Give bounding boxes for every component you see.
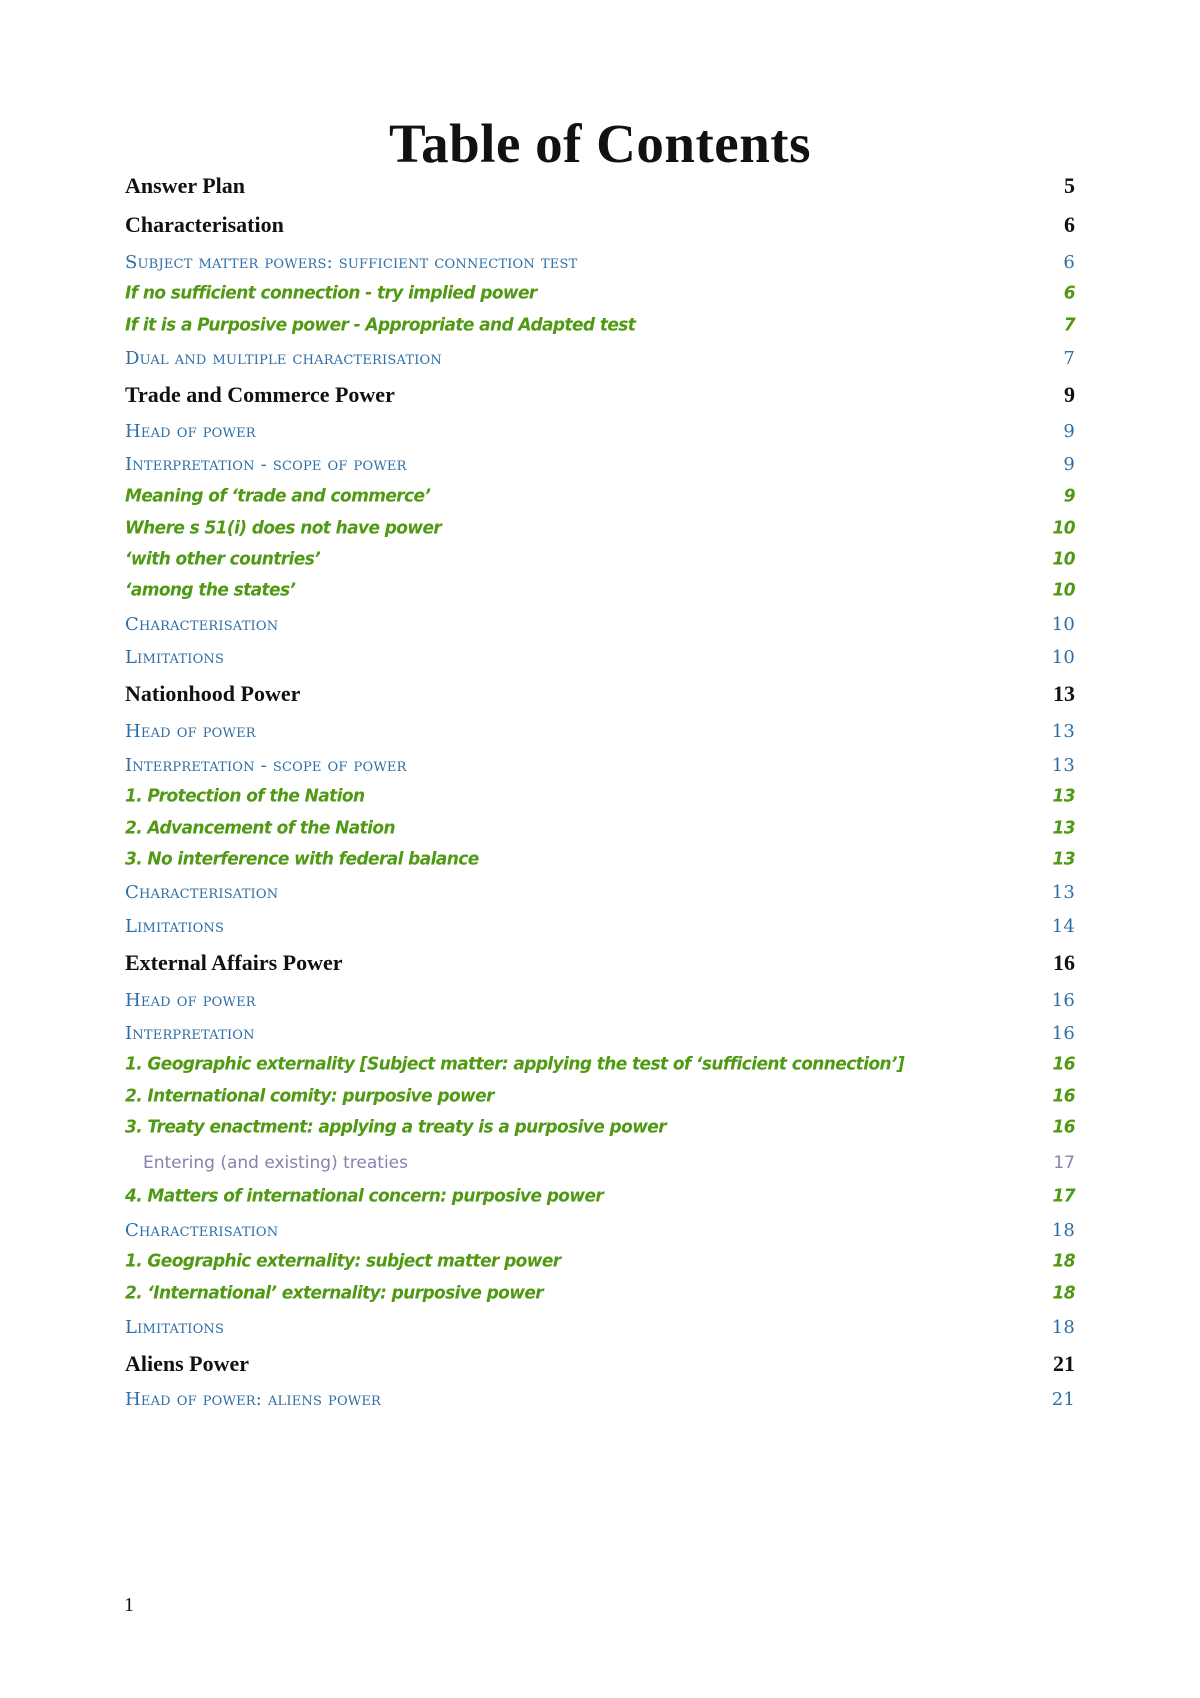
toc-entry-page-number: 13 [1051, 881, 1075, 903]
toc-entry[interactable] [125, 171, 1075, 201]
toc-entry[interactable] [125, 1080, 1075, 1112]
toc-entry[interactable] [125, 343, 1075, 373]
toc-entry-page-number: 7 [1063, 347, 1075, 369]
toc-entry[interactable] [125, 780, 1075, 812]
toc-entry-page-number: 14 [1051, 915, 1075, 937]
toc-entry-page-number: 13 [1052, 848, 1075, 870]
toc-entry-label: Head of power [125, 420, 256, 442]
toc-entry-label: Head of power [125, 720, 256, 742]
toc-entry[interactable] [125, 948, 1075, 978]
toc-entry[interactable] [125, 609, 1075, 639]
toc-entry-page-number: 9 [1064, 382, 1075, 407]
toc-entry-page-number: 10 [1052, 579, 1075, 601]
toc-entry[interactable] [125, 1245, 1075, 1277]
toc-entry[interactable] [125, 210, 1075, 240]
toc-entry-label: Head of power: aliens power [125, 1388, 382, 1410]
toc-entry[interactable] [125, 309, 1075, 341]
toc-entry[interactable] [125, 1349, 1075, 1379]
toc-entry-label: If it is a Purposive power - Appropriate and Adapted test [125, 314, 636, 336]
toc-entry-label: 4. Matters of international concern: purposive power [125, 1185, 604, 1207]
toc-entry-label: Interpretation [125, 1022, 255, 1044]
toc-entry[interactable] [125, 247, 1075, 277]
toc-entry-label: Nationhood Power [125, 681, 301, 706]
toc-entry[interactable] [125, 543, 1075, 575]
toc-entry-page-number: 13 [1052, 785, 1075, 807]
toc-entry-label: Interpretation - scope of power [125, 754, 407, 776]
toc-entry[interactable] [125, 1148, 1075, 1178]
toc-entry[interactable] [125, 449, 1075, 479]
toc-entry-label: 2. International comity: purposive power [125, 1085, 494, 1107]
toc-entry-page-number: 7 [1063, 314, 1075, 336]
toc-entry[interactable] [125, 1018, 1075, 1048]
toc-entry[interactable] [125, 1215, 1075, 1245]
toc-entry[interactable] [125, 750, 1075, 780]
toc-entry-label: 1. Geographic externality: subject matter power [125, 1250, 561, 1272]
toc-entry-page-number: 16 [1052, 1053, 1075, 1075]
toc-entry-label: 2. ‘International’ externality: purposive power [125, 1282, 544, 1304]
toc-entry-label: Answer Plan [125, 173, 245, 198]
toc-entry-label: External Affairs Power [125, 950, 343, 975]
toc-entry[interactable] [125, 911, 1075, 941]
toc-entry-label: Limitations [125, 1316, 225, 1338]
toc-entry-page-number: 16 [1052, 1116, 1075, 1138]
toc-entry-page-number: 6 [1064, 212, 1075, 237]
toc-entry-label: Where s 51(i) does not have power [125, 517, 442, 539]
toc-entry-page-number: 16 [1051, 1022, 1075, 1044]
toc-entry-page-number: 17 [1053, 1153, 1075, 1173]
toc-entry-page-number: 5 [1064, 173, 1075, 198]
toc-entry[interactable] [125, 380, 1075, 410]
toc-entry-label: Trade and Commerce Power [125, 382, 395, 407]
toc-entry[interactable] [125, 1277, 1075, 1309]
toc-entry-label: Entering (and existing) treaties [143, 1153, 408, 1173]
toc-entry-label: 1. Protection of the Nation [125, 785, 365, 807]
toc-entry-page-number: 10 [1052, 517, 1075, 539]
toc-entry-page-number: 18 [1052, 1282, 1075, 1304]
toc-entry-label: 2. Advancement of the Nation [125, 817, 395, 839]
toc-entry[interactable] [125, 985, 1075, 1015]
toc-entry-label: If no sufficient connection - try implied power [125, 282, 537, 304]
toc-entry-page-number: 13 [1051, 754, 1075, 776]
toc-entry-page-number: 10 [1052, 548, 1075, 570]
toc-entry[interactable] [125, 812, 1075, 844]
toc-entry-label: Dual and multiple characterisation [125, 347, 442, 369]
toc-entry[interactable] [125, 679, 1075, 709]
toc-entry-label: Characterisation [125, 212, 284, 237]
toc-entry-label: 1. Geographic externality [Subject matter: applying the test of ‘sufficient connection’] [125, 1053, 905, 1075]
page-number: 1 [124, 1594, 134, 1616]
toc-entry-page-number: 6 [1063, 251, 1075, 273]
toc-entry[interactable] [125, 277, 1075, 309]
toc-entry[interactable] [125, 1180, 1075, 1212]
toc-entry-label: Limitations [125, 915, 225, 937]
toc-entry-label: Characterisation [125, 881, 279, 903]
toc-entry[interactable] [125, 480, 1075, 512]
toc-entry-page-number: 18 [1051, 1316, 1075, 1338]
toc-entry[interactable] [125, 843, 1075, 875]
toc-entry-label: 3. Treaty enactment: applying a treaty is a purposive power [125, 1116, 667, 1138]
toc-entry-page-number: 17 [1052, 1185, 1075, 1207]
toc-entry-label: Meaning of ‘trade and commerce’ [125, 485, 431, 507]
toc-list [125, 0, 1075, 1698]
toc-entry[interactable] [125, 512, 1075, 544]
toc-entry-label: Interpretation - scope of power [125, 453, 407, 475]
toc-entry[interactable] [125, 1111, 1075, 1143]
toc-entry-page-number: 21 [1051, 1388, 1075, 1410]
toc-entry-label: Characterisation [125, 613, 279, 635]
toc-entry-page-number: 16 [1052, 1085, 1075, 1107]
toc-entry[interactable] [125, 1048, 1075, 1080]
toc-entry-page-number: 16 [1053, 950, 1075, 975]
toc-entry-page-number: 18 [1052, 1250, 1075, 1272]
toc-entry-page-number: 16 [1051, 989, 1075, 1011]
toc-entry[interactable] [125, 1384, 1075, 1414]
toc-entry[interactable] [125, 1312, 1075, 1342]
toc-entry-label: Characterisation [125, 1219, 279, 1241]
toc-entry-page-number: 21 [1053, 1351, 1075, 1376]
toc-entry[interactable] [125, 642, 1075, 672]
toc-entry[interactable] [125, 574, 1075, 606]
toc-entry-page-number: 18 [1051, 1219, 1075, 1241]
toc-entry[interactable] [125, 716, 1075, 746]
toc-entry[interactable] [125, 877, 1075, 907]
toc-entry-page-number: 10 [1051, 613, 1075, 635]
toc-entry-page-number: 13 [1053, 681, 1075, 706]
toc-entry-label: Aliens Power [125, 1351, 250, 1376]
toc-entry-page-number: 10 [1051, 646, 1075, 668]
toc-entry-page-number: 9 [1063, 485, 1075, 507]
toc-entry-label: ‘among the states’ [125, 579, 296, 601]
toc-entry-label: ‘with other countries’ [125, 548, 321, 570]
toc-entry-label: Subject matter powers: sufficient connection test [125, 251, 578, 273]
toc-entry[interactable] [125, 416, 1075, 446]
toc-entry-label: Head of power [125, 989, 256, 1011]
toc-entry-label: Limitations [125, 646, 225, 668]
toc-entry-page-number: 13 [1051, 720, 1075, 742]
toc-entry-label: 3. No interference with federal balance [125, 848, 479, 870]
page-title: Table of Contents [388, 113, 812, 174]
toc-entry-page-number: 9 [1063, 453, 1075, 475]
toc-entry-page-number: 13 [1052, 817, 1075, 839]
toc-entry-page-number: 9 [1063, 420, 1075, 442]
toc-entry-page-number: 6 [1063, 282, 1075, 304]
